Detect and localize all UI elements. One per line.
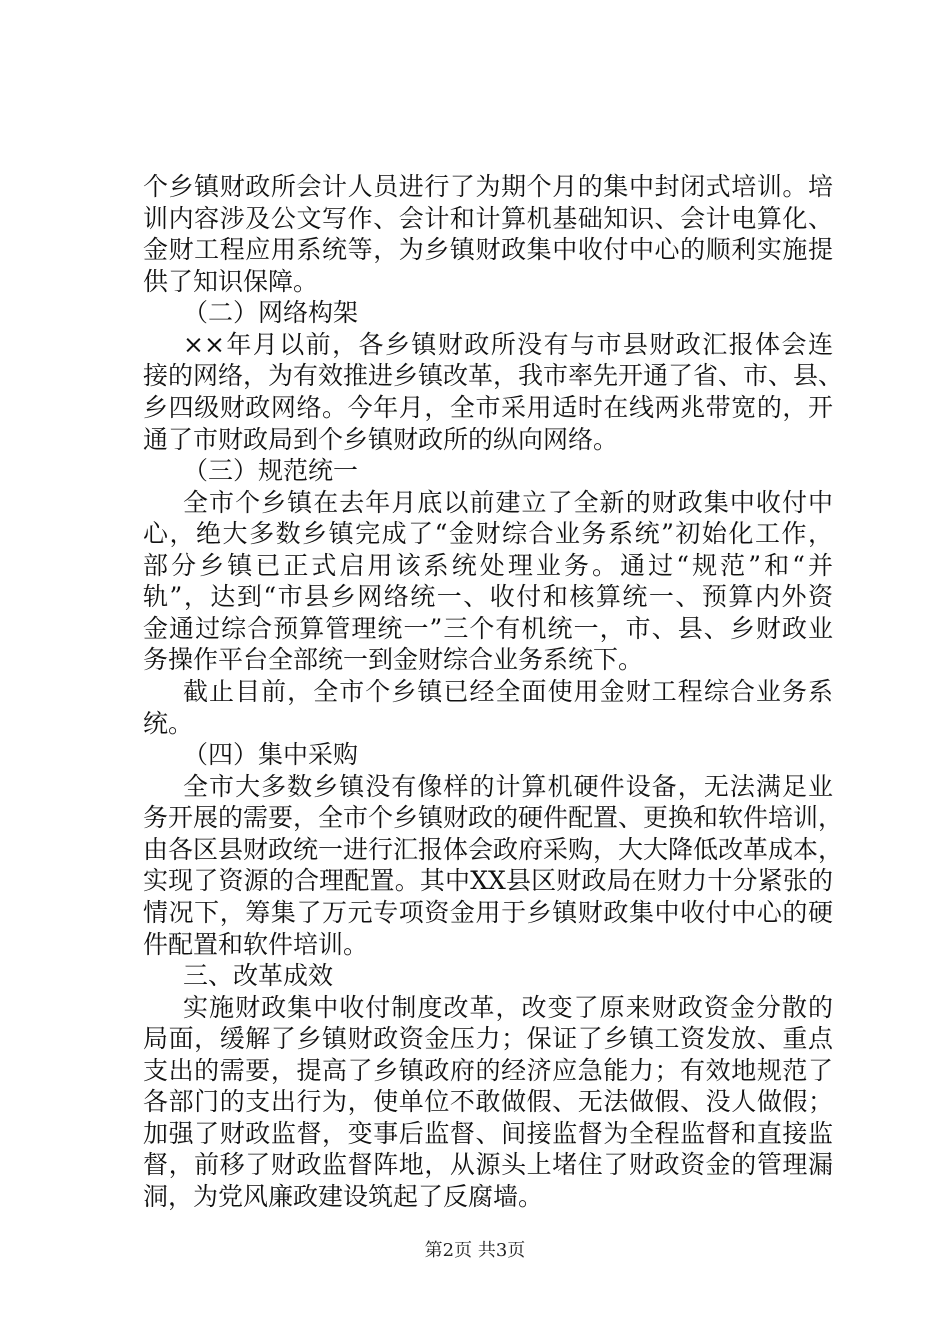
paragraph-line: 通了市财政局到个乡镇财政所的纵向网络。 bbox=[143, 425, 619, 454]
paragraph-line: 务开展的需要，全市个乡镇财政的硬件配置、更换和软件培训， bbox=[143, 803, 844, 832]
section-heading: （四）集中采购 bbox=[183, 740, 359, 769]
paragraph-line: 训内容涉及公文写作、会计和计算机基础知识、会计电算化、 bbox=[143, 204, 833, 233]
paragraph-line: 局面，缓解了乡镇财政资金压力；保证了乡镇工资发放、重点 bbox=[143, 1024, 833, 1053]
paragraph-line: 洞，为党风廉政建设筑起了反腐墙。 bbox=[143, 1182, 544, 1211]
page-footer: 第2页 共3页 bbox=[424, 1240, 526, 1261]
paragraph-line: 务操作平台全部统一到金财综合业务系统下。 bbox=[143, 645, 644, 674]
paragraph-line: ××年月以前，各乡镇财政所没有与市县财政汇报体会连 bbox=[183, 330, 833, 359]
paragraph-line: 轨”，达到“市县乡网络统一、收付和核算统一、预算内外资 bbox=[143, 582, 833, 611]
paragraph-line: 支出的需要，提高了乡镇政府的经济应急能力；有效地规范了 bbox=[143, 1056, 833, 1085]
section-heading: （二）网络构架 bbox=[183, 298, 359, 327]
paragraph-line: 截止目前，全市个乡镇已经全面使用金财工程综合业务系 bbox=[183, 677, 833, 706]
paragraph-line: 接的网络，为有效推进乡镇改革，我市率先开通了省、市、县、 bbox=[143, 361, 844, 390]
paragraph-line: 实施财政集中收付制度改革，改变了原来财政资金分散的 bbox=[183, 993, 833, 1022]
paragraph-line: 加强了财政监督，变事后监督、间接监督为全程监督和直接监 bbox=[143, 1119, 833, 1148]
paragraph-line: 全市大多数乡镇没有像样的计算机硬件设备，无法满足业 bbox=[183, 772, 833, 801]
paragraph-line: 情况下，筹集了万元专项资金用于乡镇财政集中收付中心的硬 bbox=[143, 898, 833, 927]
paragraph-line: 乡四级财政网络。今年月，全市采用适时在线两兆带宽的，开 bbox=[143, 393, 833, 422]
paragraph-line: 由各区县财政统一进行汇报体会政府采购，大大降低改革成本， bbox=[143, 835, 844, 864]
section-heading: （三）规范统一 bbox=[183, 456, 359, 485]
section-heading: 三、改革成效 bbox=[183, 961, 334, 990]
paragraph-line: 件配置和软件培训。 bbox=[143, 930, 369, 959]
paragraph-line: 个乡镇财政所会计人员进行了为期个月的集中封闭式培训。培 bbox=[143, 172, 833, 201]
paragraph-line: 全市个乡镇在去年月底以前建立了全新的财政集中收付中 bbox=[183, 488, 833, 517]
paragraph-line: 各部门的支出行为，使单位不敢做假、无法做假、没人做假； bbox=[143, 1087, 833, 1116]
paragraph-line: 金财工程应用系统等，为乡镇财政集中收付中心的顺利实施提 bbox=[143, 235, 833, 264]
paragraph-line: 心，绝大多数乡镇完成了“金财综合业务系统”初始化工作， bbox=[143, 519, 833, 548]
paragraph-line: 供了知识保障。 bbox=[143, 267, 319, 296]
paragraph-line: 督，前移了财政监督阵地，从源头上堵住了财政资金的管理漏 bbox=[143, 1150, 833, 1179]
paragraph-line: 实现了资源的合理配置。其中XX县区财政局在财力十分紧张的 bbox=[143, 866, 833, 895]
paragraph-line: 金通过综合预算管理统一”三个有机统一，市、县、乡财政业 bbox=[143, 614, 833, 643]
paragraph-line: 统。 bbox=[143, 709, 194, 738]
paragraph-line: 部分乡镇已正式启用该系统处理业务。通过“规范”和“并 bbox=[143, 551, 833, 580]
